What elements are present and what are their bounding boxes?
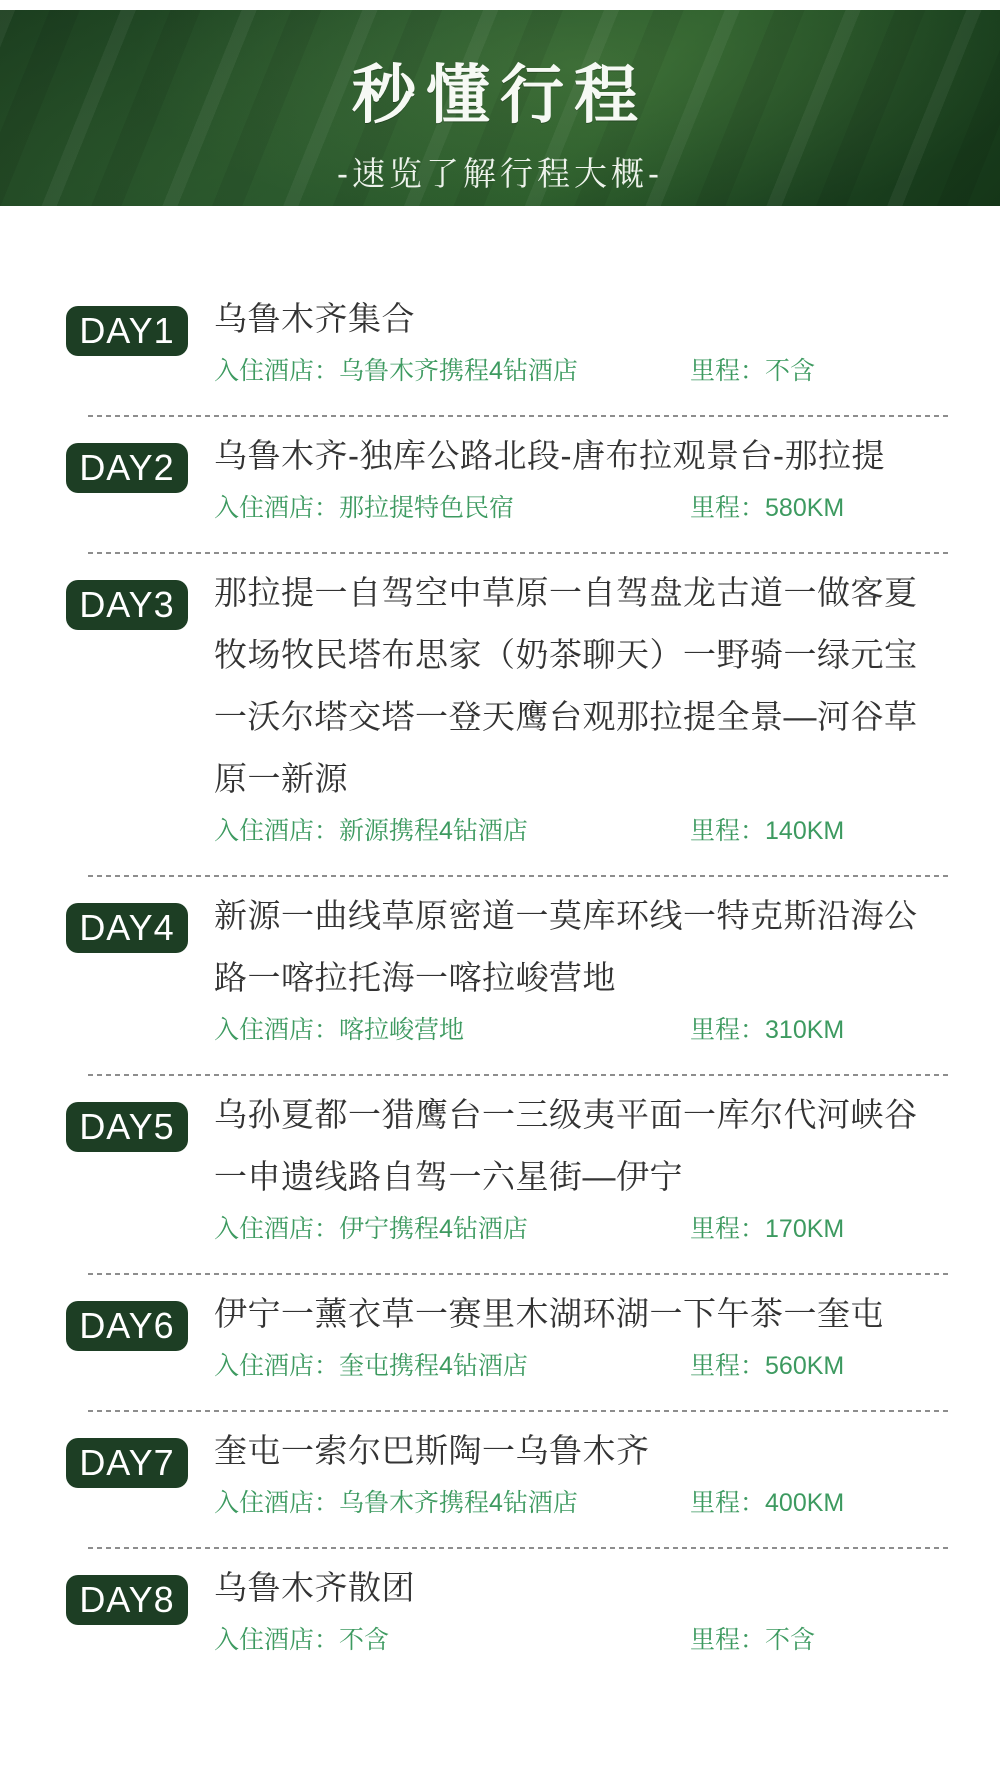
day-title: 乌鲁木齐-独库公路北段-唐布拉观景台-那拉提 xyxy=(214,437,885,474)
day-meta xyxy=(214,814,984,849)
day-content xyxy=(188,885,984,1048)
mileage-value: 不含 xyxy=(765,1626,816,1654)
mileage-info xyxy=(690,1013,844,1048)
day-row-1 xyxy=(66,288,1000,389)
separator xyxy=(88,552,950,554)
page-title: 秒懂行程 xyxy=(352,59,648,131)
hotel-info xyxy=(214,1349,690,1384)
day-badge: DAY8 xyxy=(66,1575,188,1625)
hotel-label: 入住酒店： xyxy=(214,1352,340,1380)
day-content xyxy=(188,562,984,849)
separator xyxy=(88,415,950,417)
day-badge: DAY5 xyxy=(66,1102,188,1152)
itinerary-list xyxy=(0,206,1000,1658)
hotel-label: 入住酒店： xyxy=(214,1215,340,1243)
separator xyxy=(88,1547,950,1549)
hotel-value: 乌鲁木齐携程4钻酒店 xyxy=(339,1489,578,1517)
mileage-info xyxy=(690,1212,844,1247)
hotel-value: 新源携程4钻酒店 xyxy=(339,817,528,845)
day-meta xyxy=(214,1013,984,1048)
day-badge: DAY7 xyxy=(66,1438,188,1488)
mileage-label: 里程： xyxy=(690,1626,766,1654)
day-row-8 xyxy=(66,1557,1000,1658)
day-row-3 xyxy=(66,562,1000,849)
day-badge: DAY3 xyxy=(66,580,188,630)
day-badge: DAY2 xyxy=(66,443,188,493)
mileage-info xyxy=(690,491,844,526)
day-title: 乌孙夏都一猎鹰台一三级夷平面一库尔代河峡谷一申遗线路自驾一六星街—伊宁 xyxy=(214,1096,918,1195)
day-row-2 xyxy=(66,425,1000,526)
mileage-label: 里程： xyxy=(690,1016,766,1044)
day-title: 乌鲁木齐集合 xyxy=(214,300,415,337)
day-row-6 xyxy=(66,1283,1000,1384)
day-meta xyxy=(214,1486,984,1521)
hotel-label: 入住酒店： xyxy=(214,357,340,385)
hotel-value: 那拉提特色民宿 xyxy=(339,494,515,522)
hotel-info xyxy=(214,491,690,526)
mileage-value: 580KM xyxy=(765,494,845,522)
hotel-info xyxy=(214,1013,690,1048)
page-subtitle: -速览了解行程大概- xyxy=(337,155,663,192)
day-meta xyxy=(214,1349,984,1384)
mileage-label: 里程： xyxy=(690,357,766,385)
mileage-value: 170KM xyxy=(765,1215,845,1243)
separator xyxy=(88,875,950,877)
hotel-label: 入住酒店： xyxy=(214,494,340,522)
hotel-label: 入住酒店： xyxy=(214,817,340,845)
day-row-5 xyxy=(66,1084,1000,1247)
mileage-info xyxy=(690,814,844,849)
hotel-value: 奎屯携程4钻酒店 xyxy=(339,1352,528,1380)
day-row-4 xyxy=(66,885,1000,1048)
day-badge: DAY4 xyxy=(66,903,188,953)
mileage-info xyxy=(690,354,815,389)
day-meta xyxy=(214,354,984,389)
mileage-label: 里程： xyxy=(690,817,766,845)
day-title: 新源一曲线草原密道一莫库环线一特克斯沿海公路一喀拉托海一喀拉峻营地 xyxy=(214,897,918,996)
day-title: 奎屯一索尔巴斯陶一乌鲁木齐 xyxy=(214,1432,650,1469)
day-content xyxy=(188,288,984,389)
mileage-label: 里程： xyxy=(690,1352,766,1380)
mileage-value: 400KM xyxy=(765,1489,845,1517)
mileage-value: 140KM xyxy=(765,817,845,845)
mileage-info xyxy=(690,1486,844,1521)
hotel-info xyxy=(214,1623,690,1658)
hotel-value: 伊宁携程4钻酒店 xyxy=(339,1215,528,1243)
mileage-info xyxy=(690,1623,815,1658)
mileage-label: 里程： xyxy=(690,1215,766,1243)
hotel-info xyxy=(214,1486,690,1521)
hotel-label: 入住酒店： xyxy=(214,1489,340,1517)
mileage-label: 里程： xyxy=(690,494,766,522)
day-meta xyxy=(214,491,984,526)
hotel-label: 入住酒店： xyxy=(214,1626,340,1654)
day-meta xyxy=(214,1623,984,1658)
hotel-info xyxy=(214,354,690,389)
day-title: 伊宁一薰衣草一赛里木湖环湖一下午茶一奎屯 xyxy=(214,1295,884,1332)
mileage-value: 560KM xyxy=(765,1352,845,1380)
mileage-info xyxy=(690,1349,844,1384)
hotel-label: 入住酒店： xyxy=(214,1016,340,1044)
day-row-7 xyxy=(66,1420,1000,1521)
mileage-label: 里程： xyxy=(690,1489,766,1517)
hotel-value: 乌鲁木齐携程4钻酒店 xyxy=(339,357,578,385)
day-title: 乌鲁木齐散团 xyxy=(214,1569,415,1606)
day-meta xyxy=(214,1212,984,1247)
day-badge: DAY6 xyxy=(66,1301,188,1351)
hotel-info xyxy=(214,814,690,849)
day-content xyxy=(188,1557,984,1658)
day-content xyxy=(188,1283,984,1384)
day-content xyxy=(188,1084,984,1247)
day-content xyxy=(188,425,984,526)
mileage-value: 不含 xyxy=(765,357,816,385)
day-content xyxy=(188,1420,984,1521)
separator xyxy=(88,1074,950,1076)
day-title: 那拉提一自驾空中草原一自驾盘龙古道一做客夏牧场牧民塔布思家（奶茶聊天）一野骑一绿元宝一沃尔塔交塔一登天鹰台观那拉提全景—河谷草原一新源 xyxy=(214,574,918,797)
header-banner xyxy=(0,10,1000,206)
hotel-info xyxy=(214,1212,690,1247)
separator xyxy=(88,1273,950,1275)
separator xyxy=(88,1410,950,1412)
mileage-value: 310KM xyxy=(765,1016,845,1044)
hotel-value: 喀拉峻营地 xyxy=(339,1016,465,1044)
hotel-value: 不含 xyxy=(339,1626,390,1654)
day-badge: DAY1 xyxy=(66,306,188,356)
